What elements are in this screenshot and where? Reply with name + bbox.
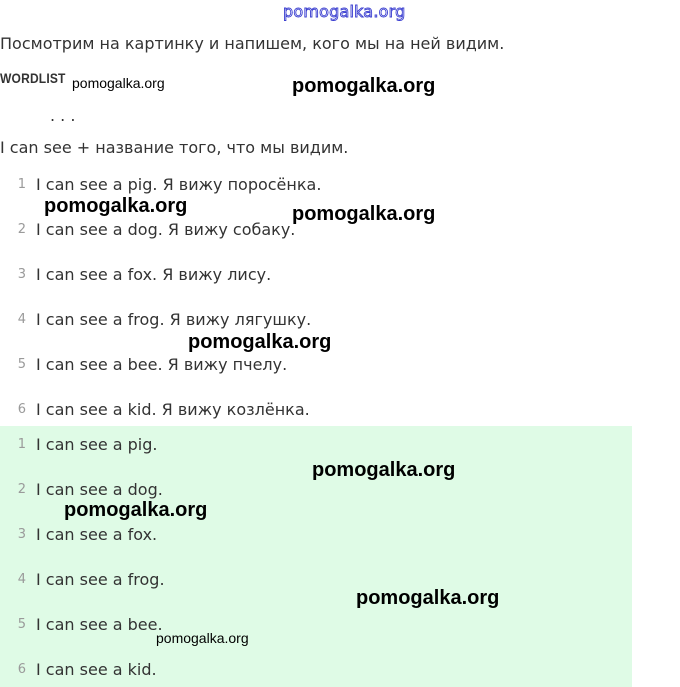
watermark: pomogalka.org <box>292 75 436 97</box>
item-text: I can see a kid. Я вижу козлёнка. <box>36 400 310 419</box>
item-number: 3 <box>17 527 26 542</box>
watermark: pomogalka.org <box>64 499 208 521</box>
watermark: pomogalka.org <box>156 630 249 646</box>
item-number: 2 <box>17 482 26 497</box>
item-text: I can see a bee. <box>36 615 163 634</box>
answer-item <box>0 523 632 547</box>
item-number: 5 <box>17 357 26 372</box>
item-text: I can see a frog. <box>36 570 165 589</box>
item-text: I can see a dog. <box>36 480 163 499</box>
watermark: pomogalka.org <box>292 203 436 225</box>
answer-item <box>0 613 632 637</box>
item-number: 5 <box>17 617 26 632</box>
list-item <box>0 263 632 287</box>
watermark: pomogalka.org <box>44 195 188 217</box>
item-number: 6 <box>17 402 26 417</box>
site-header-logo[interactable]: pomogalka.org <box>283 2 406 21</box>
item-number: 4 <box>17 572 26 587</box>
list-item <box>0 173 632 197</box>
item-text: I can see a fox. Я вижу лису. <box>36 265 272 284</box>
watermark: pomogalka.org <box>72 75 165 91</box>
item-text: I can see a fox. <box>36 525 158 544</box>
list-item <box>0 353 632 377</box>
item-text: I can see a pig. Я вижу поросёнка. <box>36 175 322 194</box>
item-text: I can see a kid. <box>36 660 157 679</box>
watermark: pomogalka.org <box>312 459 456 481</box>
list-item <box>0 398 632 422</box>
answer-item <box>0 658 632 682</box>
cut-text-line <box>0 106 170 132</box>
answer-item <box>0 433 632 457</box>
item-number: 6 <box>17 662 26 677</box>
grammar-rule: I can see + название того, что мы видим. <box>0 138 349 157</box>
watermark: pomogalka.org <box>188 331 332 353</box>
item-number: 2 <box>17 222 26 237</box>
task-intro: Посмотрим на картинку и напишем, кого мы на ней видим. <box>0 34 505 53</box>
item-text: I can see a frog. Я вижу лягушку. <box>36 310 312 329</box>
wordlist-label: WORDLIST <box>0 70 66 86</box>
watermark: pomogalka.org <box>356 587 500 609</box>
item-text: I can see a pig. <box>36 435 158 454</box>
item-number: 1 <box>17 437 26 452</box>
cut-text: . . . <box>50 106 76 125</box>
item-number: 4 <box>17 312 26 327</box>
item-text: I can see a dog. Я вижу собаку. <box>36 220 296 239</box>
item-text: I can see a bee. Я вижу пчелу. <box>36 355 288 374</box>
answer-item <box>0 568 632 592</box>
list-item <box>0 308 632 332</box>
item-number: 1 <box>17 177 26 192</box>
item-number: 3 <box>17 267 26 282</box>
